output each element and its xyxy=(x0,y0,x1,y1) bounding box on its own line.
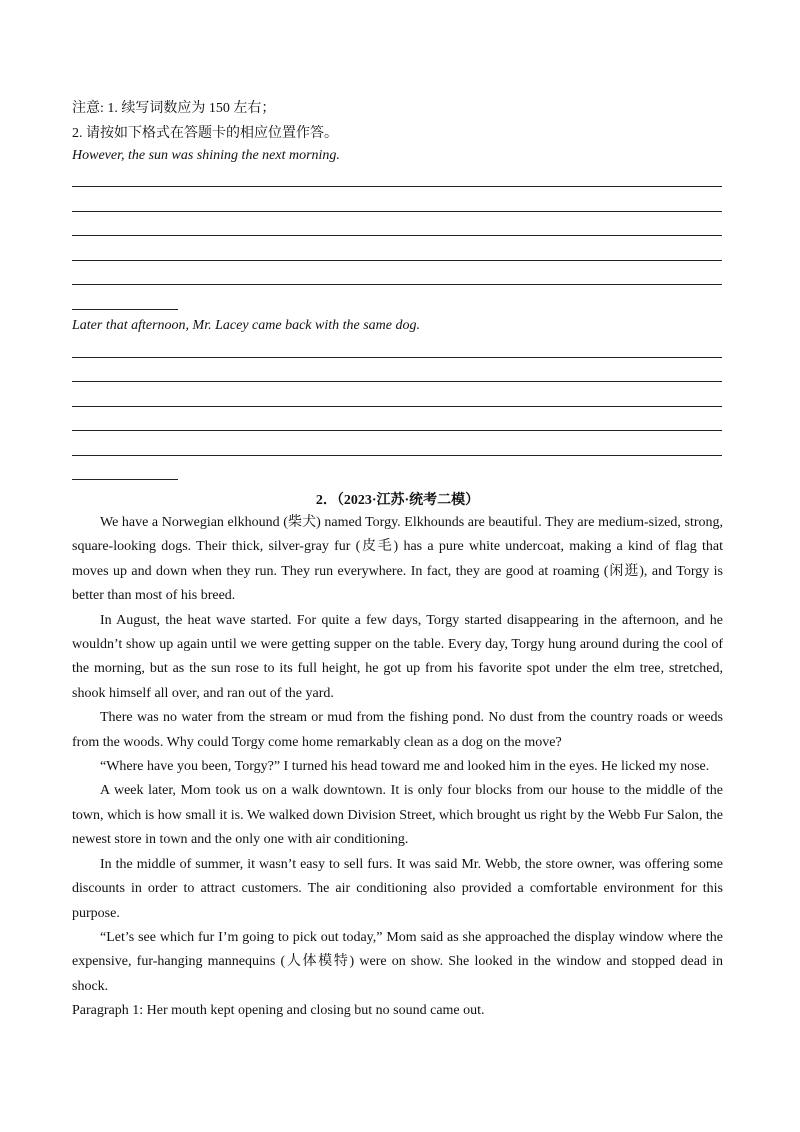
note-word-count: 注意: 1. 续写词数应为 150 左右； xyxy=(72,101,276,116)
answer-line xyxy=(72,479,178,480)
story-text xyxy=(72,511,723,1024)
answer-line xyxy=(72,235,722,236)
question-heading: 2．（2023·江苏·统考二模） xyxy=(315,493,480,508)
story-paragraph: “Where have you been, Torgy?” I turned his head toward me and looked him in the eyes. He licked my nose. xyxy=(100,759,710,775)
answer-line xyxy=(72,430,722,431)
continuation-prompt-1: However, the sun was shining the next morning. xyxy=(72,148,340,163)
story-paragraph: In the middle of summer, it wasn’t easy to sell furs. It was said Mr. Webb, the store owner, was offering some discounts in order to attract customers. The air conditioning also provided a comfortable environment for this purpose. xyxy=(72,856,723,921)
answer-line xyxy=(72,309,178,310)
story-paragraph: In August, the heat wave started. For quite a few days, Torgy started disappearing in the afternoon, and he wouldn’t show up again until we were getting supper on the table. Every day, Torgy hung around during the cool of the morning, but as the sun rose to its full height, he got up from his favorite spot under the elm tree, stretched, shook himself all over, and ran out of the yard. xyxy=(72,612,723,701)
answer-line xyxy=(72,455,722,456)
note-answer-format: 2. 请按如下格式在答题卡的相应位置作答。 xyxy=(72,126,338,141)
story-paragraph: “Let’s see which fur I’m going to pick out today,” Mom said as she approached the display window where the expensive, fur-hanging mannequins (人体模特) were on show. She looked in the window and stopped dead in shock. xyxy=(72,929,723,994)
story-paragraph: There was no water from the stream or mud from the fishing pond. No dust from the country roads or weeds from the woods. Why could Torgy come home remarkably clean as a dog on the move? xyxy=(72,710,723,750)
answer-line xyxy=(72,284,722,285)
answer-line xyxy=(72,381,722,382)
answer-line xyxy=(72,186,722,187)
paragraph-1-prompt: Paragraph 1: Her mouth kept opening and closing but no sound came out. xyxy=(72,1003,485,1019)
story-paragraph: We have a Norwegian elkhound (柴犬) named Torgy. Elkhounds are beautiful. They are medium-sized, strong, square-looking dogs. Their thick, silver-gray fur (皮毛) has a pure white undercoat, making a kind of flag that moves up and down when they run. They run everywhere. In fact, they are good at roaming (闲逛), and Torgy is better than most of his breed. xyxy=(72,515,723,604)
story-paragraph: A week later, Mom took us on a walk downtown. It is only four blocks from our house to the middle of the town, which is how small it is. We walked down Division Street, which brought us right by the Webb Fur Salon, the newest store in town and the only one with air conditioning. xyxy=(72,783,723,848)
answer-line xyxy=(72,357,722,358)
answer-line xyxy=(72,260,722,261)
answer-line xyxy=(72,406,722,407)
answer-line xyxy=(72,211,722,212)
continuation-prompt-2: Later that afternoon, Mr. Lacey came back with the same dog. xyxy=(72,318,421,333)
